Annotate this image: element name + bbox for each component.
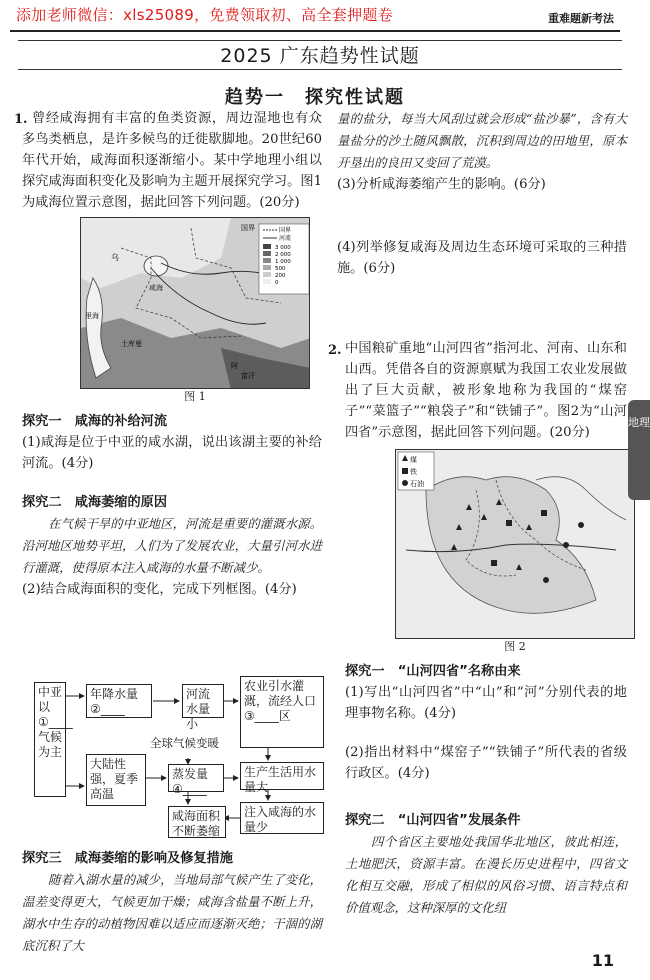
shanhe-provinces-map-graphic bbox=[396, 450, 635, 639]
q1-explore-1-title: 探究一 咸海的补给河流 bbox=[22, 414, 168, 429]
figure-2-caption: 图 2 bbox=[504, 640, 526, 653]
question-1-right-column bbox=[337, 108, 627, 279]
flow-box-river-flow: 河流水量小 bbox=[182, 684, 224, 718]
map-label-4: 阿 bbox=[231, 362, 238, 370]
flow-box-evaporation: 蒸发量④____ bbox=[168, 764, 224, 792]
flow-box-precipitation: 年降水量②____ bbox=[86, 684, 152, 718]
question-1-left-column bbox=[22, 108, 322, 600]
page-title: 2025 广东趋势性试题 bbox=[18, 40, 622, 70]
legend-coal: 煤 bbox=[410, 456, 417, 464]
q1-explore-3-text: 随着入湖水量的减少，当地局部气候产生了变化，温差变得更大，气候更加干燥；咸海含盐量不断上升，湖水中生存的动植物因难以适应而逐渐灭绝；干涸的湖底沉积了大 bbox=[22, 872, 322, 953]
flow-box-irrigation: 农业引水灌溉，流经人口③____区 bbox=[240, 676, 324, 748]
q1-question-4: (4)列举修复咸海及周边生态环境可采取的三种措施。(6分) bbox=[337, 240, 627, 276]
flow-box-continental: 大陆性强，夏季高温 bbox=[86, 754, 146, 806]
q1-intro: 曾经咸海拥有丰富的鱼类资源，周边湿地也有众多鸟类栖息，是许多候鸟的迁徙歇脚地。20世纪60年代开始，咸海面积逐渐缩小。某中学地理小组以探究咸海面积变化及影响为主题开展探究学习。图1为咸海位置示意图，据此回答下列问题。(20分) bbox=[22, 111, 322, 210]
section-title: 趋势一 探究性试题 bbox=[225, 87, 405, 108]
q1-explore-3 bbox=[22, 848, 322, 957]
q2-question-2: (2)指出材料中“煤窑子”“铁铺子”所代表的省级行政区。(4分) bbox=[345, 745, 627, 781]
flow-box-climate: 中亚以①____气候为主 bbox=[34, 682, 66, 797]
flow-box-water-use: 生产生活用水量大 bbox=[240, 762, 324, 790]
q2-question-1: (1)写出“山河四省”中“山”和“河”分别代表的地理事物名称。(4分) bbox=[345, 685, 627, 721]
legend-river: 河流 bbox=[279, 235, 292, 242]
legend-0: 0 bbox=[275, 280, 279, 286]
q1-explore-3-title: 探究三 咸海萎缩的影响及修复措施 bbox=[22, 851, 233, 866]
q1-explore-2-title: 探究二 咸海萎缩的原因 bbox=[22, 495, 168, 510]
legend-1000: 1 000 bbox=[275, 259, 291, 265]
q2-explore-2-text: 四个省区主要地处我国华北地区，彼此相连，土地肥沃，资源丰富。在漫长历史进程中，四省文化相互交融，形成了相似的风俗习惯、语言特点和价值观念，这种深厚的文化纽 bbox=[345, 834, 627, 915]
flow-box-inflow: 注入咸海的水量少 bbox=[240, 802, 324, 834]
question-1-number: 1. bbox=[14, 112, 28, 127]
aral-sea-map-graphic bbox=[81, 218, 310, 389]
q2-explore-1-title: 探究一 “山河四省”名称由来 bbox=[345, 664, 521, 679]
question-2-number: 2. bbox=[328, 343, 342, 358]
q2-explore-2-title: 探究二 “山河四省”发展条件 bbox=[345, 813, 521, 828]
figure-2-map bbox=[395, 449, 635, 639]
q1-question-3: (3)分析咸海萎缩产生的影响。(6分) bbox=[337, 177, 546, 192]
legend-border: 国界 bbox=[279, 227, 292, 234]
map-label-5: 富汗 bbox=[241, 372, 255, 380]
flow-box-shrinking: 咸海面积不断萎缩 bbox=[168, 806, 226, 838]
question-2-column bbox=[345, 338, 627, 919]
promo-banner: 添加老师微信：xls25089，免费领取初、高全套押题卷 bbox=[16, 6, 393, 24]
legend-200: 200 bbox=[275, 273, 286, 279]
map-label-2: 咸海 bbox=[149, 284, 163, 292]
map-label-6: 土库曼 bbox=[121, 340, 142, 348]
legend-iron: 铁 bbox=[410, 468, 417, 476]
series-label: 重难题新考法 bbox=[548, 12, 614, 25]
q1-question-1: (1)咸海是位于中亚的咸水湖，说出该湖主要的补给河流。(4分) bbox=[22, 435, 322, 471]
header-rule bbox=[10, 30, 620, 32]
figure-1-caption: 图 1 bbox=[184, 390, 206, 403]
flowchart bbox=[28, 676, 328, 846]
map-label-3: 里海 bbox=[85, 312, 99, 320]
legend-2000: 2 000 bbox=[275, 252, 291, 258]
legend-500: 500 bbox=[275, 266, 286, 272]
flow-label-warming: 全球气候变暖 bbox=[150, 736, 219, 750]
legend-3000: 3 000 bbox=[275, 245, 291, 251]
subject-side-tab: 地理 bbox=[628, 400, 650, 500]
legend-oil: 石油 bbox=[410, 480, 424, 488]
q1-explore-2-text: 在气候干旱的中亚地区，河流是重要的灌溉水源。沿河地区地势平坦，人们为了发展农业，大量引河水进行灌溉，使得原本注入咸海的水量不断减少。 bbox=[22, 516, 322, 575]
q2-intro: 中国粮矿重地“山河四省”指河北、河南、山东和山西。凭借各自的资源禀赋为我国工农业发展做出了巨大贡献，被形象地称为我国的“煤窑子”“菜篮子”“粮袋子”和“铁铺子”。图2为“山河四省”示意图，据此回答下列问题。(20分) bbox=[345, 341, 627, 440]
page-number: 11 bbox=[591, 951, 614, 970]
q1-continued-text: 量的盐分，每当大风刮过就会形成“盐沙暴”，含有大量盐分的沙土随风飘散，沉积到周边的田地里，原本开垦出的良田又变回了荒漠。 bbox=[337, 111, 627, 170]
svg-text:国界: 国界 bbox=[241, 224, 255, 232]
figure-1-map bbox=[80, 217, 310, 389]
map-label-1: 乌 bbox=[111, 253, 119, 262]
q1-question-2: (2)结合咸海面积的变化，完成下列框图。(4分) bbox=[22, 582, 297, 597]
